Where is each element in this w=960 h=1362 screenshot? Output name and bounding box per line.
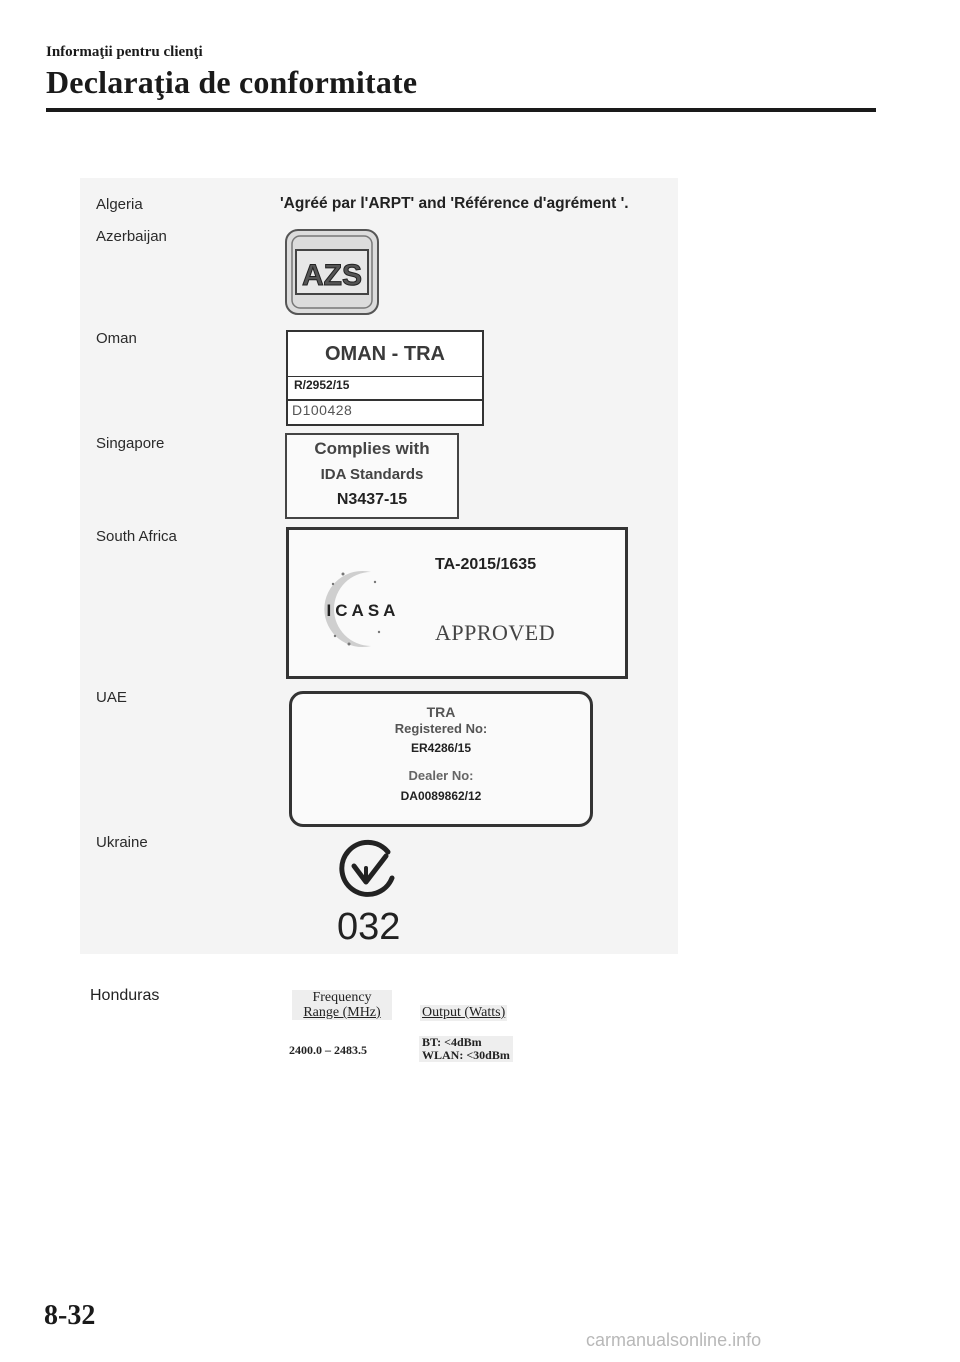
uae-tra-label xyxy=(289,691,593,827)
south-africa-approved: APPROVED xyxy=(435,620,556,645)
algeria-approval-text: 'Agréé par l'ARPT' and 'Référence d'agrément '. xyxy=(280,195,629,212)
uae-dealer-number: DA0089862/12 xyxy=(400,789,482,803)
title-rule xyxy=(46,108,876,112)
country-uae: UAE xyxy=(96,689,127,706)
honduras-output-values xyxy=(419,1036,513,1062)
honduras-bt-output: BT: <4dBm xyxy=(422,1035,482,1049)
country-honduras: Honduras xyxy=(90,987,160,1004)
honduras-frequency-header-line1: Frequency xyxy=(312,990,372,1005)
icasa-logo-icon xyxy=(313,564,413,654)
oman-dealer-code: D100428 xyxy=(292,402,353,418)
uae-line4: Dealer No: xyxy=(408,768,474,783)
watermark: carmanualsonline.info xyxy=(586,1330,762,1350)
singapore-line3: N3437-15 xyxy=(336,491,408,508)
oman-reg-number: R/2952/15 xyxy=(294,378,350,392)
honduras-frequency-range: 2400.0 – 2483.5 xyxy=(289,1043,367,1057)
south-africa-icasa-label xyxy=(286,527,628,679)
singapore-line2: IDA Standards xyxy=(320,466,424,483)
honduras-wlan-output: WLAN: <30dBm xyxy=(422,1048,510,1062)
south-africa-code: TA-2015/1635 xyxy=(435,556,537,573)
azs-logo-icon xyxy=(284,228,380,316)
uae-registered-number: ER4286/15 xyxy=(410,741,472,755)
section-label: Informaţii pentru clienţi xyxy=(46,44,203,60)
honduras-output-header: Output (Watts) xyxy=(422,1005,506,1020)
country-ukraine: Ukraine xyxy=(96,834,148,851)
country-azerbaijan: Azerbaijan xyxy=(96,228,167,245)
page-title: Declaraţia de conformitate xyxy=(46,64,418,100)
ukraine-code: 032 xyxy=(337,906,401,948)
oman-divider xyxy=(288,399,482,401)
icasa-logo-text: ICASA xyxy=(326,601,400,620)
country-oman: Oman xyxy=(96,330,137,347)
uae-line1: TRA xyxy=(426,704,456,720)
honduras-frequency-header-line2: Range (MHz) xyxy=(303,1005,381,1020)
country-singapore: Singapore xyxy=(96,435,165,452)
azs-logo-text: AZS xyxy=(302,259,362,292)
singapore-ida-label xyxy=(285,433,459,519)
country-south-africa: South Africa xyxy=(96,528,177,545)
country-algeria: Algeria xyxy=(96,196,143,213)
singapore-line1: Complies with xyxy=(314,439,430,458)
oman-tra-label xyxy=(286,330,484,426)
uae-line2: Registered No: xyxy=(394,721,488,736)
honduras-frequency-header xyxy=(292,990,392,1020)
ukraine-conformity-mark-icon xyxy=(336,838,400,902)
oman-title: OMAN - TRA xyxy=(288,332,482,377)
page-number: 8-32 xyxy=(44,1300,96,1331)
